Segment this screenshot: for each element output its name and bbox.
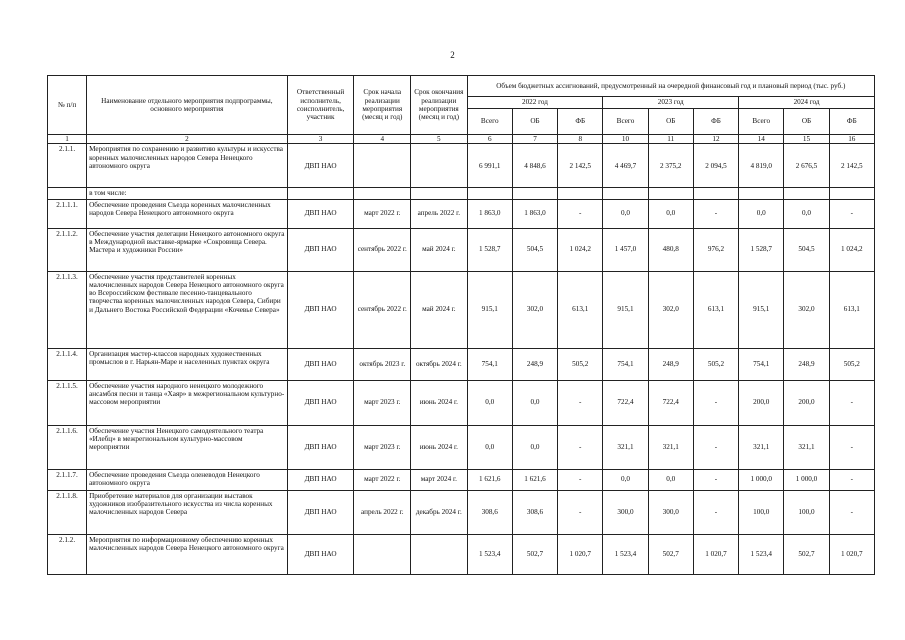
header-sub-total: Всего xyxy=(739,109,784,135)
row-value xyxy=(829,188,874,199)
header-end: Срок окончания реализации мероприятия (месяц и год) xyxy=(411,76,468,135)
row-value: 613,1 xyxy=(829,271,874,348)
row-value: 0,0 xyxy=(603,469,648,490)
header-sub-fb: ФБ xyxy=(558,109,603,135)
row-number: 2.1.2. xyxy=(48,534,87,574)
row-number: 2.1.1.2. xyxy=(48,228,87,271)
row-value: 300,0 xyxy=(603,490,648,534)
row-end: декабрь 2024 г. xyxy=(411,490,468,534)
row-end xyxy=(411,534,468,574)
row-start: октябрь 2023 г. xyxy=(354,348,411,380)
row-value: 505,2 xyxy=(558,348,603,380)
row-end xyxy=(411,188,468,199)
row-value: - xyxy=(693,425,738,469)
row-value: 2 142,5 xyxy=(558,144,603,188)
row-value: 504,5 xyxy=(512,228,557,271)
row-value: - xyxy=(829,380,874,425)
row-value: - xyxy=(693,469,738,490)
row-value: 480,8 xyxy=(648,228,693,271)
row-start: апрель 2022 г. xyxy=(354,490,411,534)
header-name: Наименование отдельного мероприятия подпрограммы, основного мероприятия xyxy=(87,76,288,135)
header-start: Срок начала реализации мероприятия (месяц и год) xyxy=(354,76,411,135)
header-sub-fb: ФБ xyxy=(693,109,738,135)
row-value: 248,9 xyxy=(648,348,693,380)
row-value: 722,4 xyxy=(603,380,648,425)
row-start: март 2023 г. xyxy=(354,425,411,469)
header-year: 2022 год xyxy=(467,97,603,109)
header-sub-total: Всего xyxy=(467,109,512,135)
row-value: 200,0 xyxy=(739,380,784,425)
row-value: 2 676,5 xyxy=(784,144,829,188)
row-end: март 2024 г. xyxy=(411,469,468,490)
header-sub-fb: ФБ xyxy=(829,109,874,135)
row-start xyxy=(354,144,411,188)
row-value: 0,0 xyxy=(784,199,829,228)
row-value: 4 848,6 xyxy=(512,144,557,188)
column-number: 16 xyxy=(829,135,874,144)
header-no: № п/п xyxy=(48,76,87,135)
row-value: 2 142,5 xyxy=(829,144,874,188)
row-value: 100,0 xyxy=(739,490,784,534)
row-value: 1 863,0 xyxy=(467,199,512,228)
page-number: 2 xyxy=(450,50,455,60)
row-value: 915,1 xyxy=(739,271,784,348)
row-value: 0,0 xyxy=(512,380,557,425)
table-row xyxy=(48,144,875,188)
row-responsible: ДВП НАО xyxy=(287,469,354,490)
row-value: 1 020,7 xyxy=(558,534,603,574)
column-number: 8 xyxy=(558,135,603,144)
column-number: 3 xyxy=(287,135,354,144)
row-start xyxy=(354,534,411,574)
row-value: 502,7 xyxy=(648,534,693,574)
column-number: 1 xyxy=(48,135,87,144)
row-value: 1 020,7 xyxy=(829,534,874,574)
row-value: 0,0 xyxy=(648,469,693,490)
row-number: 2.1.1.5. xyxy=(48,380,87,425)
row-responsible: ДВП НАО xyxy=(287,534,354,574)
row-value: 1 863,0 xyxy=(512,199,557,228)
row-value: 504,5 xyxy=(784,228,829,271)
row-value: 1 020,7 xyxy=(693,534,738,574)
row-start xyxy=(354,188,411,199)
row-value xyxy=(512,188,557,199)
row-number: 2.1.1.7. xyxy=(48,469,87,490)
row-name: Обеспечение проведения Съезда оленеводов Ненецкого автономного округа xyxy=(87,469,288,490)
row-responsible: ДВП НАО xyxy=(287,380,354,425)
budget-table xyxy=(47,75,875,575)
row-value: 0,0 xyxy=(467,425,512,469)
row-value: 754,1 xyxy=(603,348,648,380)
row-value: - xyxy=(829,490,874,534)
table-row xyxy=(48,271,875,348)
row-value: 300,0 xyxy=(648,490,693,534)
row-value: 4 819,0 xyxy=(739,144,784,188)
column-number: 7 xyxy=(512,135,557,144)
header-sub-ob: ОБ xyxy=(648,109,693,135)
row-responsible: ДВП НАО xyxy=(287,228,354,271)
column-number: 12 xyxy=(693,135,738,144)
column-number: 14 xyxy=(739,135,784,144)
row-responsible: ДВП НАО xyxy=(287,144,354,188)
row-responsible: ДВП НАО xyxy=(287,490,354,534)
row-value: 1 528,7 xyxy=(739,228,784,271)
row-value: - xyxy=(693,199,738,228)
row-value: 248,9 xyxy=(784,348,829,380)
table-row xyxy=(48,188,875,199)
row-responsible: ДВП НАО xyxy=(287,271,354,348)
header-sub-ob: ОБ xyxy=(512,109,557,135)
row-value: 0,0 xyxy=(512,425,557,469)
row-value xyxy=(467,188,512,199)
row-value: - xyxy=(829,469,874,490)
row-value xyxy=(784,188,829,199)
table-row xyxy=(48,348,875,380)
row-value: - xyxy=(558,490,603,534)
row-number: 2.1.1.1. xyxy=(48,199,87,228)
row-value: 100,0 xyxy=(784,490,829,534)
row-name: Обеспечение участия делегации Ненецкого автономного округа в Международной выставке-ярмарке «Сокровища Севера. Мастера и художники России» xyxy=(87,228,288,271)
row-responsible: ДВП НАО xyxy=(287,348,354,380)
row-value: 754,1 xyxy=(467,348,512,380)
table-row xyxy=(48,199,875,228)
table-body xyxy=(48,144,875,574)
row-value: 248,9 xyxy=(512,348,557,380)
table-row xyxy=(48,425,875,469)
row-value: 754,1 xyxy=(739,348,784,380)
row-number: 2.1.1.4. xyxy=(48,348,87,380)
row-value: 1 024,2 xyxy=(558,228,603,271)
row-name: Обеспечение участия Ненецкого самодеятельного театра «Илебц» в межрегиональном культурно-массовом мероприятии xyxy=(87,425,288,469)
row-end: май 2024 г. xyxy=(411,271,468,348)
row-value: 505,2 xyxy=(829,348,874,380)
table-row xyxy=(48,228,875,271)
row-value: 976,2 xyxy=(693,228,738,271)
row-value: - xyxy=(558,199,603,228)
column-number: 4 xyxy=(354,135,411,144)
row-value: 308,6 xyxy=(467,490,512,534)
row-value: 502,7 xyxy=(784,534,829,574)
row-start: март 2022 г. xyxy=(354,199,411,228)
column-number: 2 xyxy=(87,135,288,144)
column-number: 5 xyxy=(411,135,468,144)
row-value xyxy=(603,188,648,199)
row-value: 0,0 xyxy=(648,199,693,228)
row-number: 2.1.1.6. xyxy=(48,425,87,469)
row-end xyxy=(411,144,468,188)
row-value: 1 528,7 xyxy=(467,228,512,271)
row-value: 1 523,4 xyxy=(467,534,512,574)
column-number: 11 xyxy=(648,135,693,144)
row-start: март 2022 г. xyxy=(354,469,411,490)
row-value: 2 094,5 xyxy=(693,144,738,188)
header-responsible: Ответственный исполнитель, соисполнитель, участник xyxy=(287,76,354,135)
row-value: - xyxy=(558,469,603,490)
row-value: 0,0 xyxy=(739,199,784,228)
row-value: 1 000,0 xyxy=(739,469,784,490)
row-value xyxy=(693,188,738,199)
row-name: в том числе: xyxy=(87,188,288,199)
header-budget: Объем бюджетных ассигнований, предусмотренный на очередной финансовый год и плановый период (тыс. руб.) xyxy=(467,76,874,97)
row-end: апрель 2022 г. xyxy=(411,199,468,228)
row-name: Обеспечение проведения Съезда коренных малочисленных народов Севера Ненецкого автономного округа xyxy=(87,199,288,228)
row-value: - xyxy=(693,490,738,534)
row-value: - xyxy=(829,199,874,228)
row-start: сентябрь 2022 г. xyxy=(354,228,411,271)
row-end: октябрь 2024 г. xyxy=(411,348,468,380)
table-row xyxy=(48,469,875,490)
header-sub-total: Всего xyxy=(603,109,648,135)
row-end: май 2024 г. xyxy=(411,228,468,271)
row-name: Обеспечение участия народного ненецкого молодежного ансамбля песни и танца «Хаяр» в межрегиональном культурно-массовом мероприятии xyxy=(87,380,288,425)
row-value: 302,0 xyxy=(648,271,693,348)
row-start: сентябрь 2022 г. xyxy=(354,271,411,348)
row-responsible: ДВП НАО xyxy=(287,425,354,469)
row-value: 1 523,4 xyxy=(739,534,784,574)
row-number xyxy=(48,188,87,199)
row-value: 4 469,7 xyxy=(603,144,648,188)
row-value: 308,6 xyxy=(512,490,557,534)
row-value: 1 457,0 xyxy=(603,228,648,271)
table-row xyxy=(48,534,875,574)
header-sub-ob: ОБ xyxy=(784,109,829,135)
row-name: Организация мастер-классов народных художественных промыслов в г. Нарьян-Маре и населенных пунктах округа xyxy=(87,348,288,380)
row-end: июнь 2024 г. xyxy=(411,425,468,469)
row-value: 6 991,1 xyxy=(467,144,512,188)
row-value: 321,1 xyxy=(648,425,693,469)
row-value: 613,1 xyxy=(693,271,738,348)
row-end: июнь 2024 г. xyxy=(411,380,468,425)
row-value: - xyxy=(558,425,603,469)
row-value: - xyxy=(558,380,603,425)
row-value: 200,0 xyxy=(784,380,829,425)
row-value: 321,1 xyxy=(784,425,829,469)
row-number: 2.1.1.8. xyxy=(48,490,87,534)
row-value: 722,4 xyxy=(648,380,693,425)
row-value: 0,0 xyxy=(603,199,648,228)
row-value xyxy=(648,188,693,199)
row-value: 1 621,6 xyxy=(512,469,557,490)
row-value: 1 000,0 xyxy=(784,469,829,490)
row-number: 2.1.1.3. xyxy=(48,271,87,348)
row-number: 2.1.1. xyxy=(48,144,87,188)
column-numbers-row xyxy=(48,135,875,144)
row-value xyxy=(558,188,603,199)
column-number: 6 xyxy=(467,135,512,144)
column-number: 15 xyxy=(784,135,829,144)
row-value: 915,1 xyxy=(467,271,512,348)
header-year: 2023 год xyxy=(603,97,739,109)
table-row xyxy=(48,490,875,534)
row-value: 2 375,2 xyxy=(648,144,693,188)
header-year: 2024 год xyxy=(739,97,875,109)
row-responsible xyxy=(287,188,354,199)
row-value: - xyxy=(829,425,874,469)
row-value: 302,0 xyxy=(512,271,557,348)
column-number: 10 xyxy=(603,135,648,144)
row-value: 0,0 xyxy=(467,380,512,425)
row-value: 321,1 xyxy=(603,425,648,469)
row-value: 1 621,6 xyxy=(467,469,512,490)
row-value: - xyxy=(693,380,738,425)
row-name: Обеспечение участия представителей коренных малочисленных народов Севера Ненецкого автономного округа во Всероссийском фестивале песенно-танцевального творчества коренных малочисленных народов Севера, Сибири и Дальнего Востока Российской Федерации «Кочевье Севера» xyxy=(87,271,288,348)
row-value: 1 024,2 xyxy=(829,228,874,271)
row-value: 302,0 xyxy=(784,271,829,348)
row-value: 321,1 xyxy=(739,425,784,469)
table-row xyxy=(48,380,875,425)
row-value: 502,7 xyxy=(512,534,557,574)
row-value: 613,1 xyxy=(558,271,603,348)
row-value: 505,2 xyxy=(693,348,738,380)
row-start: март 2023 г. xyxy=(354,380,411,425)
row-value: 1 523,4 xyxy=(603,534,648,574)
row-name: Мероприятия по информационному обеспечению коренных малочисленных народов Севера Ненецкого автономного округа xyxy=(87,534,288,574)
table-header xyxy=(48,76,875,144)
row-value: 915,1 xyxy=(603,271,648,348)
row-value xyxy=(739,188,784,199)
row-responsible: ДВП НАО xyxy=(287,199,354,228)
row-name: Мероприятия по сохранению и развитию культуры и искусства коренных малочисленных народов Севера Ненецкого автономного округа xyxy=(87,144,288,188)
row-name: Приобретение материалов для организации выставок художников изобразительного искусства из числа коренных малочисленных народов Севера xyxy=(87,490,288,534)
